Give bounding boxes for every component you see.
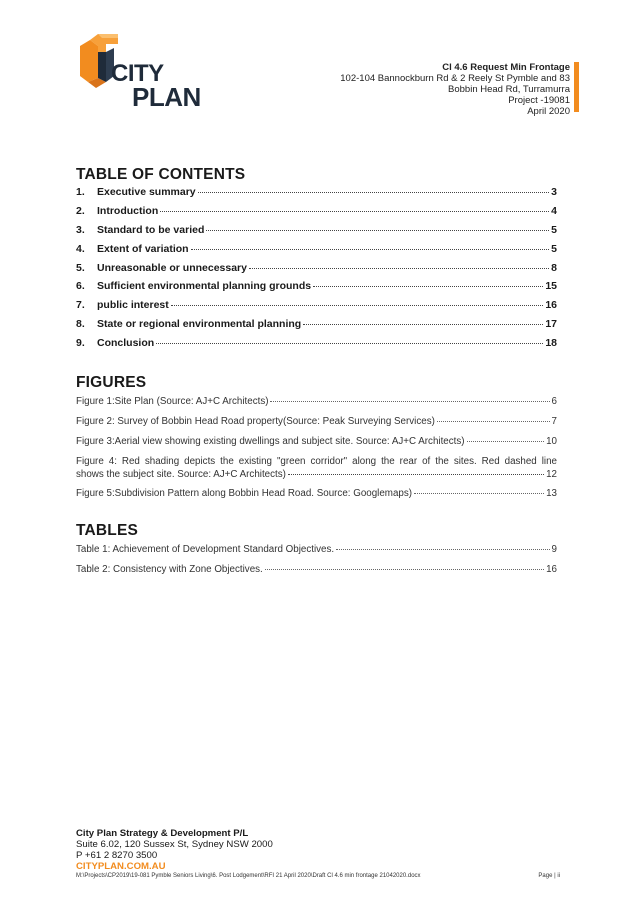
document-title: Cl 4.6 Request Min Frontage bbox=[442, 62, 570, 73]
leader-dots bbox=[467, 441, 545, 442]
figure-page: 12 bbox=[546, 469, 557, 481]
toc-heading: TABLE OF CONTENTS bbox=[76, 166, 246, 183]
toc-item-number: 2. bbox=[76, 204, 85, 217]
header-address-line1: 102-104 Bannockburn Rd & 2 Reely St Pymble and 83 bbox=[340, 73, 570, 84]
toc-item-number: 9. bbox=[76, 337, 85, 350]
figure-page: 6 bbox=[551, 396, 557, 407]
toc-item-title: Sufficient environmental planning grounds bbox=[97, 280, 312, 293]
figure-title: Figure 2: Survey of Bobbin Head Road property(Source: Peak Surveying Services) bbox=[76, 415, 435, 427]
toc-item[interactable] bbox=[76, 318, 557, 337]
figure-title: Figure 1:Site Plan (Source: AJ+C Architects) bbox=[76, 396, 269, 407]
toc-item-title: Unreasonable or unnecessary bbox=[97, 261, 247, 274]
leader-dots bbox=[288, 474, 544, 475]
leader-dots bbox=[313, 286, 543, 287]
figures-list bbox=[76, 396, 557, 508]
figure-page: 10 bbox=[546, 435, 557, 447]
toc-item-page: 5 bbox=[551, 242, 557, 255]
toc-item[interactable] bbox=[76, 186, 557, 205]
toc-item-page: 15 bbox=[545, 280, 557, 293]
table-page: 9 bbox=[551, 544, 557, 555]
figure-title-line2: shows the subject site. Source: AJ+C Architects) bbox=[76, 469, 286, 481]
toc-item-page: 8 bbox=[551, 261, 557, 274]
leader-dots bbox=[198, 192, 550, 193]
figure-title: Figure 5:Subdivision Pattern along Bobbin Head Road. Source: Googlemaps) bbox=[76, 488, 413, 500]
toc-item-number: 3. bbox=[76, 223, 85, 236]
toc-item-number: 6. bbox=[76, 280, 85, 293]
page-footer bbox=[76, 828, 273, 872]
toc-item-page: 3 bbox=[551, 186, 557, 198]
toc-item-number: 7. bbox=[76, 299, 85, 312]
footer-file-path: M:\Projects\CP2019\19-081 Pymble Seniors Living\6. Post Lodgement\RFI 21 April 2020\Draft Cl 4.6 min frontage 21042020.docx bbox=[76, 873, 421, 879]
toc-item-title: Executive summary bbox=[97, 186, 196, 198]
figure-page: 13 bbox=[546, 488, 557, 500]
figure-entry[interactable] bbox=[76, 455, 557, 481]
header-address-line2: Bobbin Head Rd, Turramurra bbox=[448, 84, 570, 95]
toc-item-page: 16 bbox=[545, 299, 557, 312]
toc-item-page: 4 bbox=[551, 204, 557, 217]
toc-item-title: Conclusion bbox=[97, 337, 155, 350]
figure-title-line1: Figure 4: Red shading depicts the existing "green corridor" along the rear of the sites. Red dashed line bbox=[76, 456, 557, 468]
leader-dots bbox=[171, 305, 544, 306]
table-title: Table 1: Achievement of Development Standard Objectives. bbox=[76, 544, 335, 555]
figure-entry[interactable] bbox=[76, 436, 557, 456]
toc-item-number: 4. bbox=[76, 242, 85, 255]
leader-dots bbox=[414, 493, 544, 494]
footer-phone: P +61 2 8270 3500 bbox=[76, 850, 158, 861]
toc-item[interactable] bbox=[76, 280, 557, 299]
leader-dots bbox=[270, 401, 549, 402]
toc-item-number: 1. bbox=[76, 186, 85, 198]
toc-item-title: Extent of variation bbox=[97, 242, 189, 255]
figure-entry[interactable] bbox=[76, 396, 557, 416]
leader-dots bbox=[265, 569, 544, 570]
leader-dots bbox=[206, 230, 549, 231]
leader-dots bbox=[249, 268, 549, 269]
tables-list bbox=[76, 544, 557, 584]
toc-item-title: State or regional environmental planning bbox=[97, 318, 302, 331]
logo-word-city: CITY bbox=[111, 60, 164, 87]
figure-page: 7 bbox=[551, 415, 557, 427]
leader-dots bbox=[191, 249, 550, 250]
leader-dots bbox=[156, 343, 543, 344]
table-title: Table 2: Consistency with Zone Objectives. bbox=[76, 563, 263, 575]
footer-address: Suite 6.02, 120 Sussex St, Sydney NSW 2000 bbox=[76, 839, 273, 850]
figure-title: Figure 3:Aerial view showing existing dwellings and subject site. Source: AJ+C Architects) bbox=[76, 435, 465, 447]
toc-item[interactable] bbox=[76, 262, 557, 281]
toc-item-page: 18 bbox=[545, 337, 557, 350]
table-entry[interactable] bbox=[76, 544, 557, 564]
toc-item-page: 17 bbox=[545, 318, 557, 331]
toc-item-title: Standard to be varied bbox=[97, 223, 205, 236]
table-page: 16 bbox=[546, 563, 557, 575]
footer-page-number: Page | ii bbox=[538, 873, 560, 879]
leader-dots bbox=[336, 549, 549, 550]
toc-item-page: 5 bbox=[551, 223, 557, 236]
toc-item-title: Introduction bbox=[97, 204, 159, 217]
toc-item[interactable] bbox=[76, 224, 557, 243]
toc-item[interactable] bbox=[76, 299, 557, 318]
leader-dots bbox=[160, 211, 549, 212]
leader-dots bbox=[303, 324, 543, 325]
footer-company: City Plan Strategy & Development P/L bbox=[76, 828, 249, 839]
header-date: April 2020 bbox=[527, 106, 570, 117]
footer-website-link[interactable]: CITYPLAN.COM.AU bbox=[76, 861, 166, 872]
header-accent-bar bbox=[574, 62, 579, 112]
toc-item-number: 8. bbox=[76, 318, 85, 331]
toc-item[interactable] bbox=[76, 243, 557, 262]
figure-entry[interactable] bbox=[76, 488, 557, 508]
figure-entry[interactable] bbox=[76, 416, 557, 436]
leader-dots bbox=[437, 421, 550, 422]
figures-heading: FIGURES bbox=[76, 374, 147, 391]
toc-item-title: public interest bbox=[97, 299, 169, 312]
header-project: Project -19081 bbox=[508, 95, 570, 106]
document-header bbox=[340, 62, 570, 117]
logo-word-plan: PLAN bbox=[132, 82, 201, 112]
toc-item[interactable] bbox=[76, 205, 557, 224]
toc-item[interactable] bbox=[76, 337, 557, 356]
toc-item-number: 5. bbox=[76, 261, 85, 274]
table-entry[interactable] bbox=[76, 564, 557, 584]
toc-list bbox=[76, 186, 557, 356]
tables-heading: TABLES bbox=[76, 522, 139, 539]
